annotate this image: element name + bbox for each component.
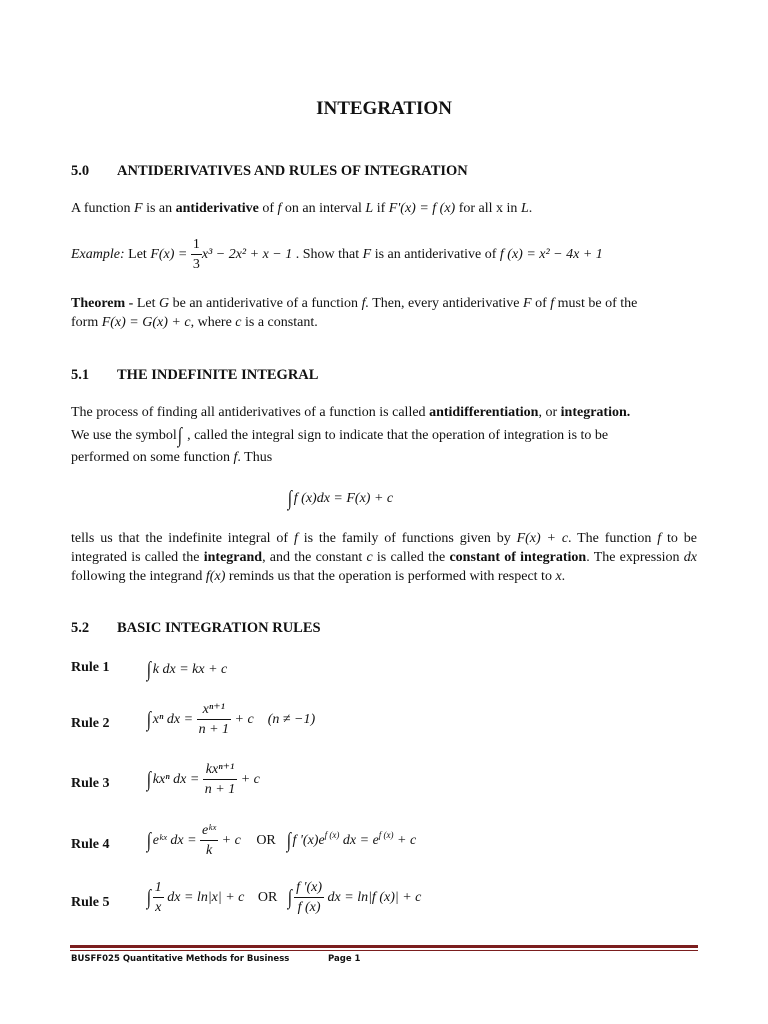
rule-2-equation: ∫ xⁿ dx = $\frac{\text{xⁿ⁺¹}}{n + 1}$ + c (n ≠ −1) xyxy=(146,702,316,737)
section-heading-5-0: 5.0 ANTIDERIVATIVES AND RULES OF INTEGRATION xyxy=(71,163,468,179)
example-line: Example: Let F(x) = $\frac{1}{3}$ x³ − 2x² + x − 1 . Show that F is an antiderivative of f (x) = x² − 4x + 1 xyxy=(71,237,603,272)
rule-5-equation: ∫ $\frac{1}{x}$ dx = ln|x| + c OR ∫ $\frac{f '(x)}{f (x)}$ dx = ln|f (x)| + c xyxy=(146,880,422,915)
rule-4-equation: ∫ eᵏˣ dx = $\frac{\text{eᵏˣ}}{k}$ + c OR ∫ f '$(x)e^{f (x)}$ dx = $e^{f (x)} + c$ xyxy=(146,823,417,858)
integral-sign-icon: ∫ xyxy=(288,885,293,910)
derivative-equation: F'(x) = f (x) xyxy=(388,201,456,216)
footer-rule-thick xyxy=(70,945,698,948)
integral-sign-icon: ∫ xyxy=(146,707,152,732)
integration-process-paragraph: The process of finding all antiderivatives of a function is called antidifferentiation, or integration. We use the symbol∫ , called the integral sign to indicate that the operation of integration is to be performed on some function f. Thus xyxy=(71,405,631,465)
rule-3-equation: ∫ kxⁿ dx = $\frac{\text{kxⁿ⁺¹}}{n + 1}$ + c xyxy=(146,762,260,797)
footer-page-number: Page 1 xyxy=(328,954,361,964)
integral-sign-icon: ∫ xyxy=(286,828,291,853)
page-title: INTEGRATION xyxy=(316,98,452,119)
integral-sign-icon: ∫ xyxy=(146,885,152,910)
antiderivative-definition: A function F is an antiderivative of f on an interval L if F'(x) = f (x) for all x in L. xyxy=(71,201,533,216)
section-heading-5-1: 5.1 THE INDEFINITE INTEGRAL xyxy=(71,367,319,383)
section-heading-5-2: 5.2 BASIC INTEGRATION RULES xyxy=(71,620,321,636)
fraction-one-third: $\frac{1}{3}$ xyxy=(192,237,200,272)
rule-1-equation: ∫ k dx = kx + c xyxy=(146,657,228,681)
integral-sign-icon: ∫ xyxy=(146,657,152,681)
rule-2-label: Rule 2 xyxy=(71,716,110,731)
integral-sign-icon: ∫ xyxy=(287,486,293,510)
rule-4-label: Rule 4 xyxy=(71,837,110,852)
rule-3-label: Rule 3 xyxy=(71,776,110,791)
rule-1-label: Rule 1 xyxy=(71,660,110,675)
footer-rule-thin xyxy=(70,950,698,951)
integral-sign-icon: ∫ xyxy=(146,767,152,792)
integral-sign-icon: ∫ xyxy=(177,423,182,447)
footer-course: BUSFF025 Quantitative Methods for Business xyxy=(71,954,290,964)
integrand-paragraph: tells us that the indefinite integral of f is the family of functions given by F(x) + c. The function f to be integrated is called the integrand, and the constant c is called the constant of integration. The expression dx following the integrand f(x) reminds us that the operation is performed with respect to x. xyxy=(71,531,697,584)
rule-5-label: Rule 5 xyxy=(71,895,110,910)
theorem-paragraph: Theorem - Let G be an antiderivative of a function f. Then, every antiderivative F of f must be of the form F(x) = G(x) + c, where c is a constant. xyxy=(71,296,638,330)
indefinite-integral-equation: ∫ f (x)dx = F(x) + c xyxy=(287,486,394,510)
integral-sign-icon: ∫ xyxy=(146,828,152,853)
